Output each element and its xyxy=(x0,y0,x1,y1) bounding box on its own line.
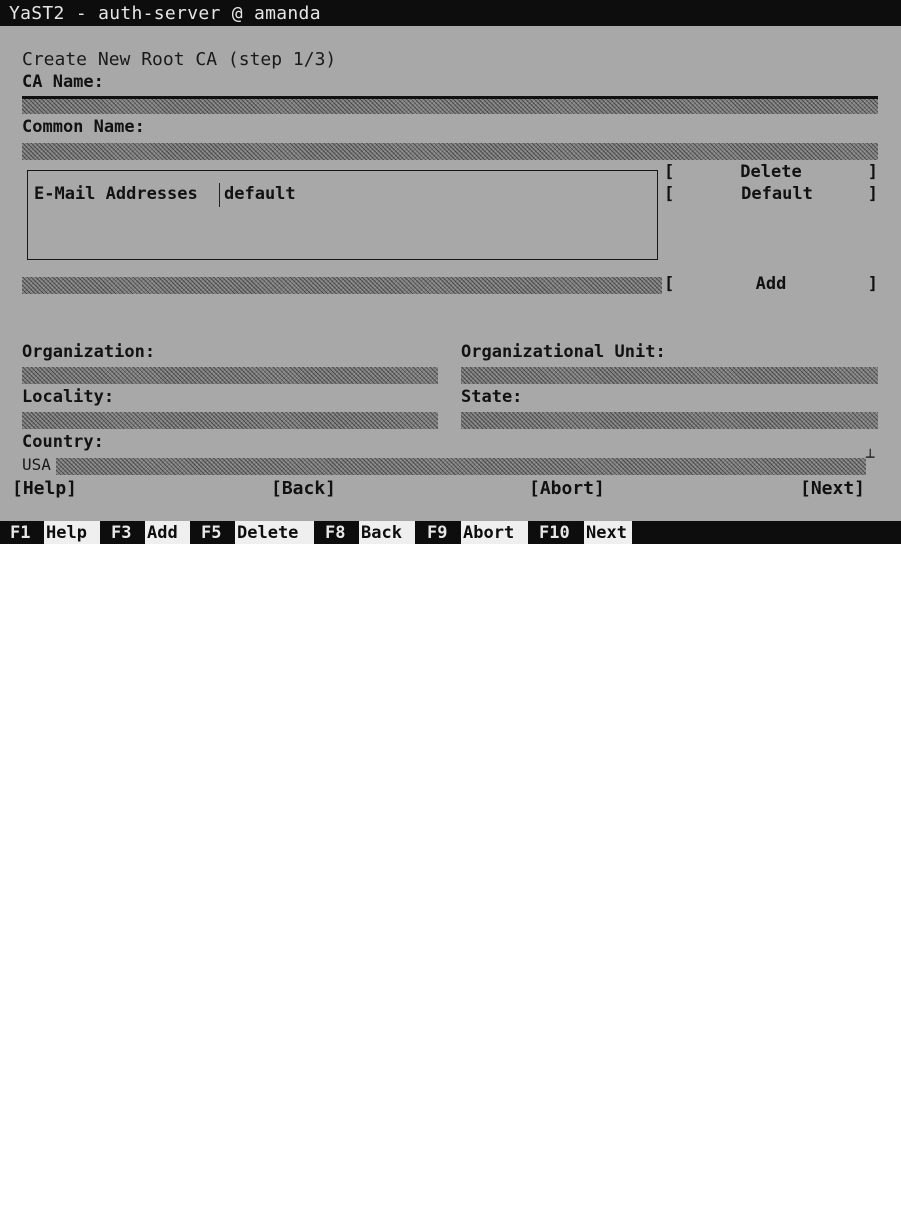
column-separator xyxy=(219,183,220,207)
ca-name-label: CA Name: xyxy=(22,72,104,92)
locality-input[interactable] xyxy=(22,412,438,429)
f8-key: F8 xyxy=(325,523,346,543)
f10-action-label: Next xyxy=(586,523,627,543)
state-input[interactable] xyxy=(461,412,878,429)
f5-delete-action[interactable] xyxy=(235,521,314,544)
ca-name-input[interactable] xyxy=(22,96,878,114)
country-label: Country: xyxy=(22,432,104,452)
common-name-input[interactable] xyxy=(22,143,878,160)
abort-button[interactable]: [Abort] xyxy=(529,478,605,499)
function-key-bar xyxy=(0,521,901,544)
f5-action-label: Delete xyxy=(237,523,299,543)
email-column-header: E-Mail Addresses xyxy=(34,184,198,204)
default-column-header: default xyxy=(224,184,296,204)
f3-key: F3 xyxy=(111,523,132,543)
f3-action-label: Add xyxy=(147,523,178,543)
help-button[interactable]: [Help] xyxy=(12,478,78,499)
f9-abort-action[interactable] xyxy=(461,521,528,544)
country-combobox[interactable] xyxy=(56,458,866,475)
f1-action-label: Help xyxy=(46,523,87,543)
f10-next-action[interactable] xyxy=(584,521,632,544)
dialog-heading: Create New Root CA (step 1/3) xyxy=(22,49,337,70)
common-name-label: Common Name: xyxy=(22,117,145,137)
window-titlebar xyxy=(0,0,901,26)
f8-back-action[interactable] xyxy=(359,521,415,544)
state-label: State: xyxy=(461,387,523,407)
default-open-bracket: [ xyxy=(664,184,675,204)
organization-input[interactable] xyxy=(22,367,438,384)
add-label: Add xyxy=(755,274,787,294)
next-button[interactable]: [Next] xyxy=(800,478,866,499)
add-button[interactable] xyxy=(664,274,878,296)
terminal-screen xyxy=(0,0,901,544)
back-button[interactable]: [Back] xyxy=(271,478,337,499)
organization-label: Organization: xyxy=(22,342,156,362)
f9-key: F9 xyxy=(427,523,448,543)
locality-label: Locality: xyxy=(22,387,115,407)
add-open-bracket: [ xyxy=(664,274,675,294)
f3-add-action[interactable] xyxy=(145,521,190,544)
delete-button[interactable] xyxy=(664,162,878,184)
f1-help-action[interactable] xyxy=(44,521,100,544)
delete-close-bracket: ] xyxy=(867,162,878,182)
delete-label: Delete xyxy=(740,162,802,182)
default-label: Default xyxy=(741,184,813,204)
add-close-bracket: ] xyxy=(867,274,878,294)
default-close-bracket: ] xyxy=(867,184,878,204)
country-value: USA xyxy=(22,455,51,474)
combobox-arrow-icon[interactable]: ┴ xyxy=(866,450,875,466)
organizational-unit-input[interactable] xyxy=(461,367,878,384)
f1-key: F1 xyxy=(10,523,31,543)
f8-action-label: Back xyxy=(361,523,402,543)
email-addresses-table[interactable] xyxy=(27,170,658,260)
default-button[interactable] xyxy=(664,184,878,206)
window-title: YaST2 - auth-server @ amanda xyxy=(9,3,321,24)
organizational-unit-label: Organizational Unit: xyxy=(461,342,666,362)
f10-key: F10 xyxy=(539,523,570,543)
f9-action-label: Abort xyxy=(463,523,515,543)
email-address-input[interactable] xyxy=(22,277,662,294)
f5-key: F5 xyxy=(201,523,222,543)
delete-open-bracket: [ xyxy=(664,162,675,182)
